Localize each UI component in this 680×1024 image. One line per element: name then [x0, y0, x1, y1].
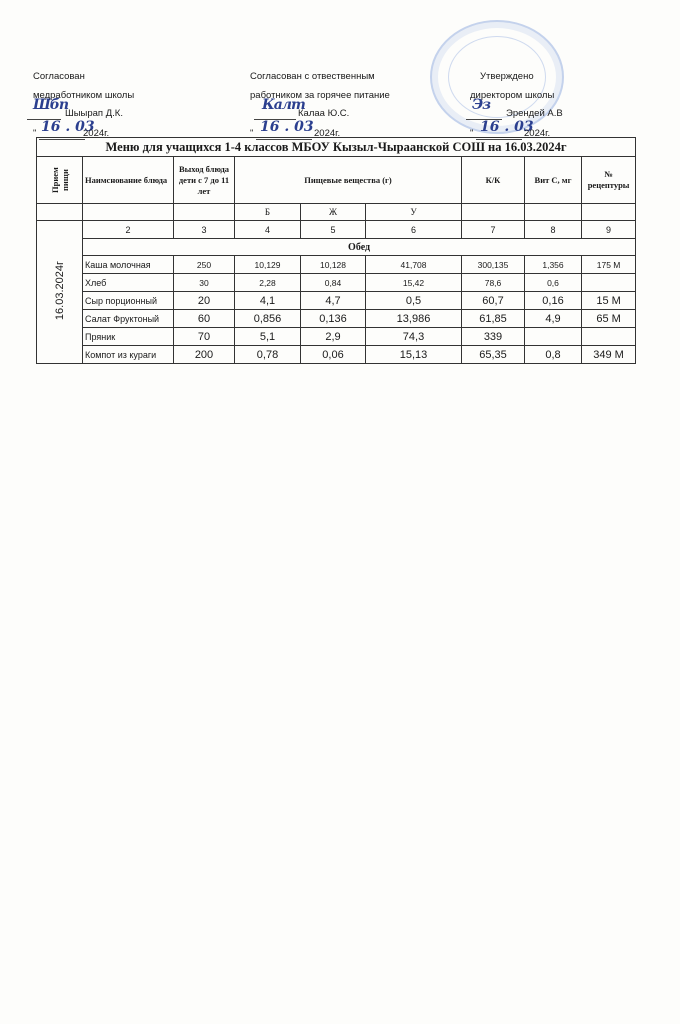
dish-vitc: 0,16 — [525, 292, 582, 310]
dish-kcal: 60,7 — [462, 292, 525, 310]
dish-fat: 0,06 — [301, 346, 366, 364]
dish-protein: 2,28 — [235, 274, 301, 292]
table-row — [37, 292, 636, 310]
empty-cell — [83, 204, 174, 221]
approval-director-title: Утверждено — [480, 71, 534, 82]
subheader-fat: Ж — [301, 204, 366, 221]
dish-carbs: 74,3 — [366, 328, 462, 346]
menu-title: Меню для учащихся 1-4 классов МБОУ Кызыл-Чыраанской СОШ на 16.03.2024г — [37, 138, 636, 157]
dish-recipe: 175 М — [582, 256, 636, 274]
section-row — [37, 239, 636, 256]
subheader-protein: Б — [235, 204, 301, 221]
dish-name: Хлеб — [83, 274, 174, 292]
column-number: 9 — [582, 221, 636, 239]
approval-food-date-ink: 16 . 03 — [260, 119, 314, 135]
dish-vitc: 1,356 — [525, 256, 582, 274]
table-row — [37, 256, 636, 274]
approval-food-name: Калаа Ю.С. — [298, 108, 350, 119]
dish-fat: 2,9 — [301, 328, 366, 346]
dish-carbs: 13,986 — [366, 310, 462, 328]
approval-director-date-ink: 16 . 03 — [480, 119, 534, 135]
approval-food-quote: " — [250, 128, 254, 139]
dish-vitc: 0,6 — [525, 274, 582, 292]
approval-director — [470, 70, 563, 141]
dish-protein: 10,129 — [235, 256, 301, 274]
approval-food-role: работником за горячее питание — [250, 90, 390, 101]
empty-cell — [37, 204, 83, 221]
approval-medic-title: Согласован — [33, 71, 85, 82]
approval-food-year: 2024г. — [314, 128, 341, 139]
approval-medic-quote: " — [33, 128, 37, 139]
dish-portion: 70 — [174, 328, 235, 346]
menu-table — [36, 137, 636, 364]
dish-portion: 60 — [174, 310, 235, 328]
approval-food-title: Согласован с отвественным — [250, 71, 375, 82]
approval-food-signature: Калт — [262, 97, 305, 113]
dish-kcal: 78,6 — [462, 274, 525, 292]
header-meal — [37, 157, 83, 204]
dish-portion: 20 — [174, 292, 235, 310]
column-number: 4 — [235, 221, 301, 239]
header-vitc: Вит С, мг — [525, 157, 582, 204]
menu-table-wrapper — [36, 137, 635, 364]
dish-portion: 30 — [174, 274, 235, 292]
dish-recipe: 65 М — [582, 310, 636, 328]
dish-fat: 0,84 — [301, 274, 366, 292]
approval-director-year: 2024г. — [524, 128, 551, 139]
dish-portion: 250 — [174, 256, 235, 274]
nutrient-subheader-row — [37, 204, 636, 221]
dish-recipe — [582, 274, 636, 292]
menu-date: 16.03.2024г — [53, 261, 66, 321]
dish-protein: 0,78 — [235, 346, 301, 364]
dish-carbs: 41,708 — [366, 256, 462, 274]
table-row — [37, 310, 636, 328]
dish-protein: 4,1 — [235, 292, 301, 310]
dish-kcal: 65,35 — [462, 346, 525, 364]
approval-medic-year: 2024г. — [83, 128, 110, 139]
dish-name: Пряник — [83, 328, 174, 346]
dish-name: Салат Фруктоный — [83, 310, 174, 328]
section-lunch: Обед — [83, 239, 636, 256]
dish-vitc: 4,9 — [525, 310, 582, 328]
table-row — [37, 274, 636, 292]
approval-director-role: директором школы — [470, 90, 555, 101]
table-row — [37, 328, 636, 346]
header-meal-label: Прием пищи — [49, 167, 70, 193]
dish-carbs: 15,42 — [366, 274, 462, 292]
column-number: 6 — [366, 221, 462, 239]
dish-vitc — [525, 328, 582, 346]
dish-kcal: 339 — [462, 328, 525, 346]
date-cell — [37, 221, 83, 364]
dish-fat: 0,136 — [301, 310, 366, 328]
dish-recipe — [582, 328, 636, 346]
subheader-carbs: У — [366, 204, 462, 221]
column-number: 5 — [301, 221, 366, 239]
header-recipe: № рецептуры — [582, 157, 636, 204]
column-number: 2 — [83, 221, 174, 239]
header-nutrients: Пищевые вещества (г) — [235, 157, 462, 204]
dish-kcal: 61,85 — [462, 310, 525, 328]
empty-cell — [525, 204, 582, 221]
dish-recipe: 349 М — [582, 346, 636, 364]
column-number-row — [37, 221, 636, 239]
approval-medic-name: Шыырап Д.К. — [65, 108, 123, 119]
column-number: 8 — [525, 221, 582, 239]
dish-protein: 0,856 — [235, 310, 301, 328]
approval-director-signature: Эз — [472, 97, 491, 113]
empty-cell — [174, 204, 235, 221]
dish-portion: 200 — [174, 346, 235, 364]
column-number: 3 — [174, 221, 235, 239]
dish-protein: 5,1 — [235, 328, 301, 346]
approval-medic-role: медработником школы — [33, 90, 135, 101]
dish-name: Сыр порционный — [83, 292, 174, 310]
header-row — [37, 157, 636, 204]
approval-medic-date-ink: 16 . 03 — [41, 119, 95, 135]
approval-medic-signature: Шбп — [33, 97, 69, 113]
dish-fat: 10,128 — [301, 256, 366, 274]
dish-carbs: 0,5 — [366, 292, 462, 310]
column-number: 7 — [462, 221, 525, 239]
dish-carbs: 15,13 — [366, 346, 462, 364]
empty-cell — [582, 204, 636, 221]
empty-cell — [462, 204, 525, 221]
approval-food — [250, 70, 390, 141]
dish-kcal: 300,135 — [462, 256, 525, 274]
dish-name: Каша молочная — [83, 256, 174, 274]
dish-vitc: 0,8 — [525, 346, 582, 364]
table-row — [37, 346, 636, 364]
dish-fat: 4,7 — [301, 292, 366, 310]
header-kcal: К/К — [462, 157, 525, 204]
approval-director-quote: " — [470, 128, 474, 139]
dish-name: Компот из кураги — [83, 346, 174, 364]
dish-recipe: 15 М — [582, 292, 636, 310]
header-portion: Выход блюда дети с 7 до 11 лет — [174, 157, 235, 204]
header-dish: Наимснование блюда — [83, 157, 174, 204]
approval-director-name: Эрендей А.В — [506, 108, 563, 119]
approval-medic — [33, 70, 134, 141]
